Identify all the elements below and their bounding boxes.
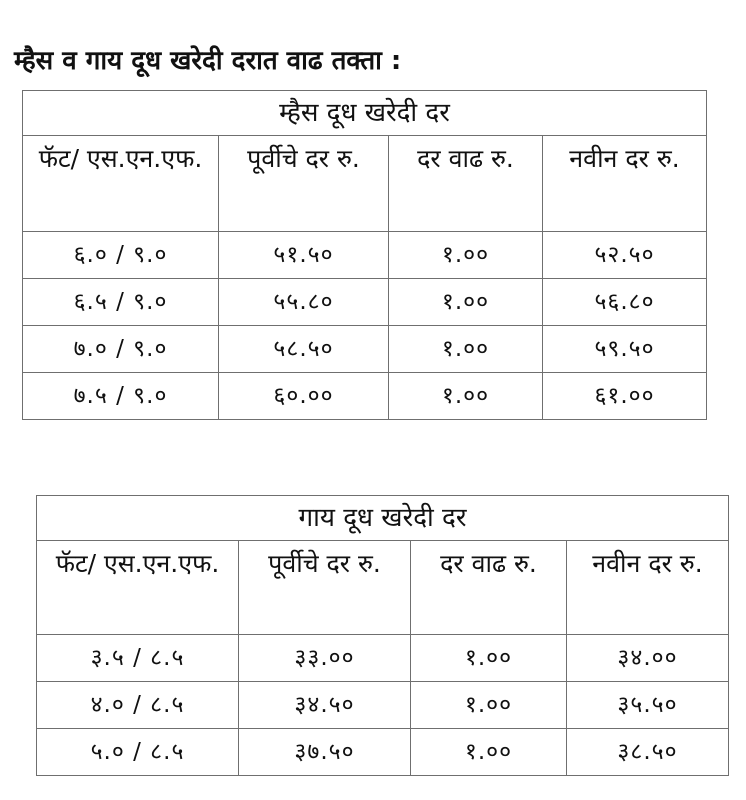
column-header-previous-rate: पूर्वीचे दर रु. xyxy=(219,136,389,232)
table-row xyxy=(23,326,707,373)
cell-rate-increase: १.०० xyxy=(411,682,567,729)
cell-fat-snf: ६.० / ९.० xyxy=(23,232,219,279)
cell-previous-rate: ३३.०० xyxy=(239,635,411,682)
cell-fat-snf: ७.० / ९.० xyxy=(23,326,219,373)
table-row xyxy=(23,279,707,326)
cell-new-rate: ५९.५० xyxy=(543,326,707,373)
cell-rate-increase: १.०० xyxy=(389,232,543,279)
column-header-rate-increase: दर वाढ रु. xyxy=(389,136,543,232)
column-header-fat-snf: फॅट/ एस.एन.एफ. xyxy=(37,541,239,635)
cell-new-rate: ३४.०० xyxy=(567,635,729,682)
cell-previous-rate: ६०.०० xyxy=(219,373,389,420)
cell-rate-increase: १.०० xyxy=(389,373,543,420)
table-title-row xyxy=(37,496,729,541)
cell-new-rate: ६१.०० xyxy=(543,373,707,420)
cell-fat-snf: ७.५ / ९.० xyxy=(23,373,219,420)
column-header-fat-snf: फॅट/ एस.एन.एफ. xyxy=(23,136,219,232)
table-header-row xyxy=(23,136,707,232)
cell-previous-rate: ५८.५० xyxy=(219,326,389,373)
buffalo-table-title: म्हैस दूध खरेदी दर xyxy=(23,91,707,136)
buffalo-milk-rate-table xyxy=(22,90,707,420)
column-header-new-rate: नवीन दर रु. xyxy=(567,541,729,635)
cell-new-rate: ५६.८० xyxy=(543,279,707,326)
table-row xyxy=(37,729,729,776)
cell-new-rate: ३५.५० xyxy=(567,682,729,729)
table-row xyxy=(37,635,729,682)
table-row xyxy=(37,682,729,729)
table-row xyxy=(23,373,707,420)
cow-milk-rate-table xyxy=(36,495,729,776)
cell-previous-rate: ३४.५० xyxy=(239,682,411,729)
table-row xyxy=(23,232,707,279)
cell-rate-increase: १.०० xyxy=(411,729,567,776)
column-header-previous-rate: पूर्वीचे दर रु. xyxy=(239,541,411,635)
cell-fat-snf: ५.० / ८.५ xyxy=(37,729,239,776)
column-header-rate-increase: दर वाढ रु. xyxy=(411,541,567,635)
cell-previous-rate: ५१.५० xyxy=(219,232,389,279)
cell-fat-snf: ३.५ / ८.५ xyxy=(37,635,239,682)
cell-new-rate: ३८.५० xyxy=(567,729,729,776)
table-header-row xyxy=(37,541,729,635)
cell-new-rate: ५२.५० xyxy=(543,232,707,279)
cell-rate-increase: १.०० xyxy=(389,326,543,373)
cell-rate-increase: १.०० xyxy=(411,635,567,682)
page-heading: म्हैस व गाय दूध खरेदी दरात वाढ तक्ता : xyxy=(14,46,402,76)
cell-previous-rate: ३७.५० xyxy=(239,729,411,776)
table-title-row xyxy=(23,91,707,136)
column-header-new-rate: नवीन दर रु. xyxy=(543,136,707,232)
cow-table-title: गाय दूध खरेदी दर xyxy=(37,496,729,541)
cell-fat-snf: ४.० / ८.५ xyxy=(37,682,239,729)
cell-rate-increase: १.०० xyxy=(389,279,543,326)
cell-fat-snf: ६.५ / ९.० xyxy=(23,279,219,326)
cell-previous-rate: ५५.८० xyxy=(219,279,389,326)
